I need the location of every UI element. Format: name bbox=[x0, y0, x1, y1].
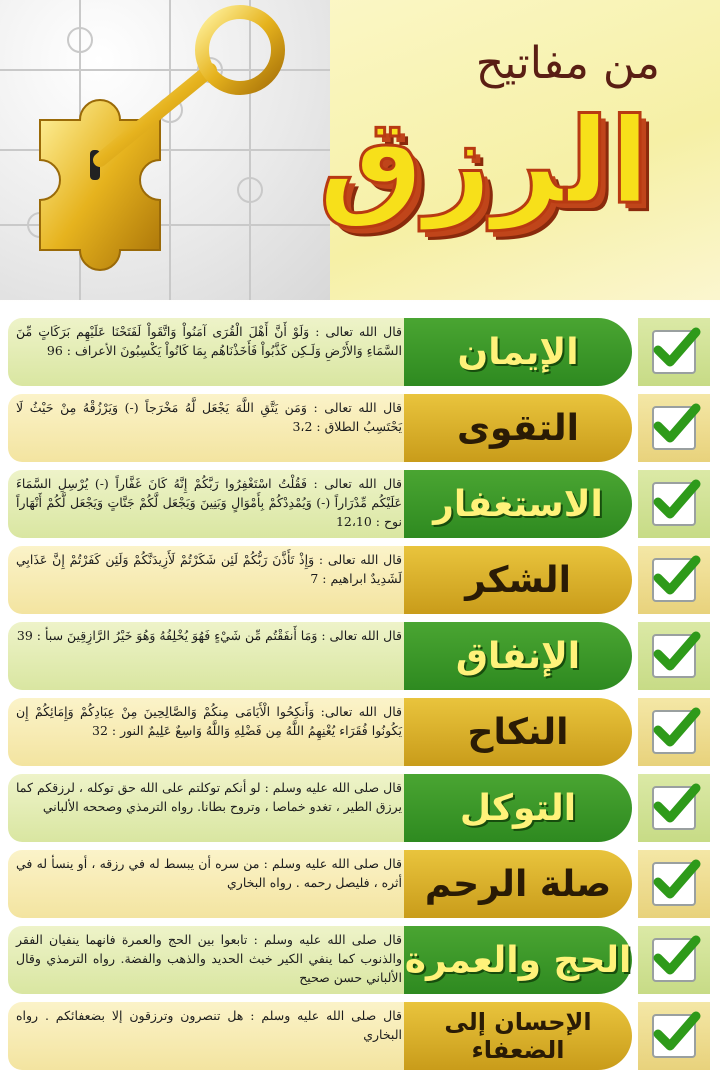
key-label: الشكر bbox=[404, 546, 632, 614]
checkmark-icon bbox=[652, 634, 696, 678]
quote-text: قال صلى الله عليه وسلم : تابعوا بين الحج والعمرة فانهما ينفيان الفقر والذنوب كما ينفي الكير خبث الحديد والذهب والفضة. رواه الترمذي وقال الألباني حسن صحيح bbox=[8, 926, 410, 994]
list-item bbox=[8, 1002, 714, 1070]
puzzle-icon bbox=[0, 0, 330, 300]
checkmark-icon bbox=[652, 330, 696, 374]
checkmark-icon bbox=[652, 710, 696, 754]
key-label: صلة الرحم bbox=[404, 850, 632, 918]
key-label: النكاح bbox=[404, 698, 632, 766]
check-cell bbox=[638, 850, 710, 918]
check-cell bbox=[638, 546, 710, 614]
check-cell bbox=[638, 394, 710, 462]
quote-text: قال الله تعالى : وَمَن يَتَّقِ اللَّهَ يَجْعَل لَّهُ مَخْرَجاً (-) وَيَرْزُقْهُ مِنْ حَيْثُ لَا يَحْتَسِبُ الطلاق : 3،2 bbox=[8, 394, 410, 462]
checkmark-icon bbox=[652, 482, 696, 526]
key-label: الاستغفار bbox=[404, 470, 632, 538]
list-item bbox=[8, 622, 714, 690]
quote-text: قال صلى الله عليه وسلم : لو أنكم توكلتم على الله حق توكله ، لرزقكم كما يرزق الطير ، تغدو خماصا ، وتروح بطانا. رواه الترمذي وصححه الألباني bbox=[8, 774, 410, 842]
list-item bbox=[8, 318, 714, 386]
checkmark-icon bbox=[652, 862, 696, 906]
checkmark-icon bbox=[652, 786, 696, 830]
quote-text: قال الله تعالى: وَأَنكِحُوا الْأَيَامَى مِنكُمْ وَالصَّالِحِينَ مِنْ عِبَادِكُمْ وَإِمَائِكُمْ إِن يَكُونُوا فُقَرَاء يُغْنِهِمُ اللَّهُ مِن فَضْلِهِ وَاللَّهُ وَاسِعٌ عَلِيمٌ النور : 32 bbox=[8, 698, 410, 766]
key-label: التقوى bbox=[404, 394, 632, 462]
check-cell bbox=[638, 698, 710, 766]
key-label: الإنفاق bbox=[404, 622, 632, 690]
list-item bbox=[8, 774, 714, 842]
check-cell bbox=[638, 1002, 710, 1070]
key-label: الإحسان إلى الضعفاء bbox=[404, 1002, 632, 1070]
check-cell bbox=[638, 774, 710, 842]
check-cell bbox=[638, 926, 710, 994]
key-label: التوكل bbox=[404, 774, 632, 842]
quote-text: قال الله تعالى : فَقُلْتُ اسْتَغْفِرُوا رَبَّكُمْ إِنَّهُ كَانَ غَفَّاراً (-) يُرْسِلِ السَّمَاءَ عَلَيْكُم مِّدْرَاراً (-) وَيُمْدِدْكُمْ بِأَمْوَالٍ وَبَنِينَ وَيَجْعَل لَّكُمْ جَنَّاتٍ وَيَجْعَل لَّكُمْ أَنْهَاراً نوح : 12،10 bbox=[8, 470, 410, 538]
check-cell bbox=[638, 470, 710, 538]
list-item bbox=[8, 850, 714, 918]
quote-text: قال صلى الله عليه وسلم : من سره أن يبسط له في رزقه ، أو ينسأ له في أثره ، فليصل رحمه . رواه البخاري bbox=[8, 850, 410, 918]
golden-key-icon bbox=[0, 0, 330, 300]
quote-text: قال صلى الله عليه وسلم : هل تنصرون وترزقون إلا بضعفائكم . رواه البخاري bbox=[8, 1002, 410, 1070]
checkmark-icon bbox=[652, 558, 696, 602]
list-item bbox=[8, 926, 714, 994]
keys-list bbox=[8, 318, 714, 1078]
quote-text: قال الله تعالى : وَإِذْ تَأَذَّنَ رَبُّكُمْ لَئِن شَكَرْتُمْ لَأَزِيدَنَّكُمْ وَلَئِن كَفَرْتُمْ إِنَّ عَذَابِي لَشَدِيدٌ ابراهيم : 7 bbox=[8, 546, 410, 614]
list-item bbox=[8, 470, 714, 538]
quote-text: قال الله تعالى : وَلَوْ أَنَّ أَهْلَ الْقُرَى آمَنُواْ وَاتَّقَواْ لَفَتَحْنَا عَلَيْهِم بَرَكَاتٍ مِّنَ السَّمَاءِ وَالأَرْضِ وَلَـكِن كَذَّبُواْ فَأَخَذْنَاهُم بِمَا كَانُواْ يَكْسِبُونَ الأعراف : 96 bbox=[8, 318, 410, 386]
key-label: الإيمان bbox=[404, 318, 632, 386]
header-subtitle: من مفاتيح bbox=[475, 38, 660, 89]
list-item bbox=[8, 394, 714, 462]
list-item bbox=[8, 546, 714, 614]
check-cell bbox=[638, 318, 710, 386]
quote-text: قال الله تعالى : وَمَا أَنفَقْتُم مِّن شَيْءٍ فَهُوَ يُخْلِفُهُ وَهُوَ خَيْرُ الرَّازِقِينَ سبأ : 39 bbox=[8, 622, 410, 690]
key-label: الحج والعمرة bbox=[404, 926, 632, 994]
header bbox=[0, 0, 720, 300]
check-cell bbox=[638, 622, 710, 690]
checkmark-icon bbox=[652, 938, 696, 982]
checkmark-icon bbox=[652, 1014, 696, 1058]
page-title: الرزق bbox=[318, 92, 650, 230]
list-item bbox=[8, 698, 714, 766]
checkmark-icon bbox=[652, 406, 696, 450]
